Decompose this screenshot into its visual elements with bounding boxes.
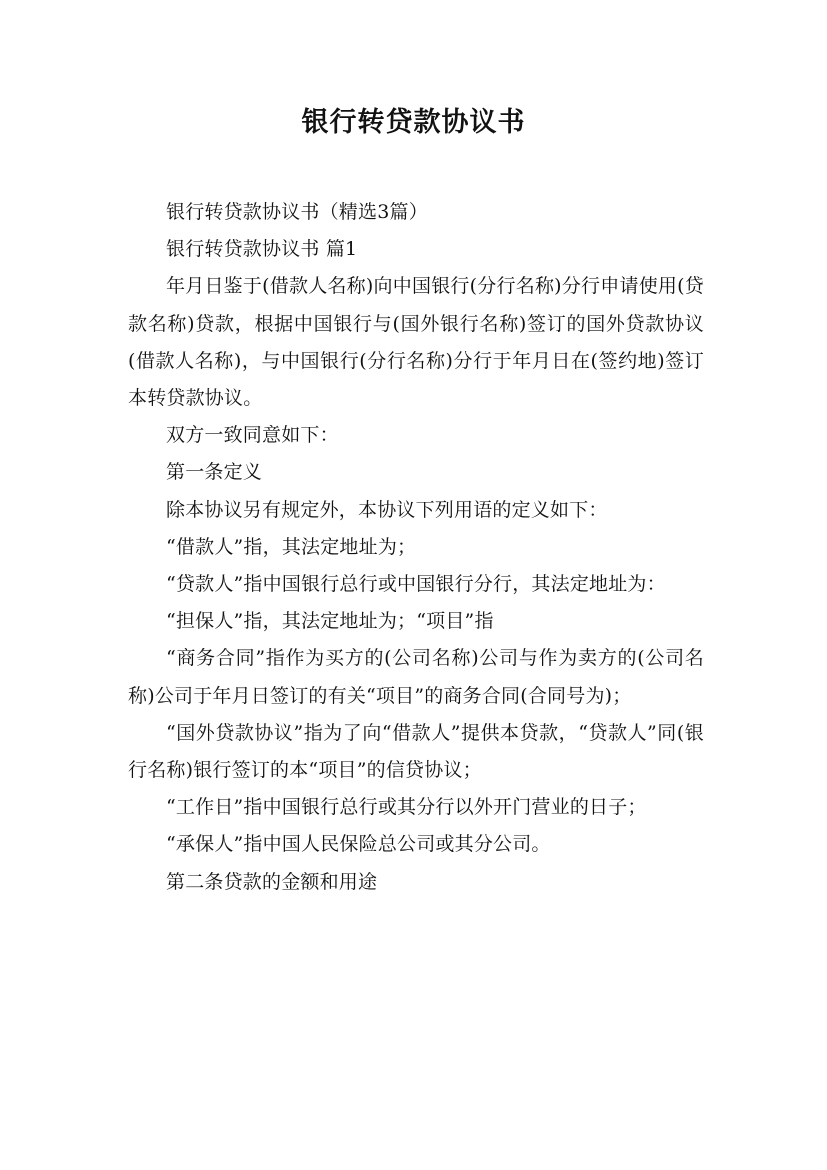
paragraph-article-1-heading: 第一条定义: [166, 461, 263, 484]
document-body: [128, 194, 704, 901]
paragraph-definition-guarantor: “担保人”指，其法定地址为；“项目”指: [166, 610, 494, 633]
paragraph-article-2-heading: 第二条贷款的金额和用途: [166, 870, 378, 893]
paragraph-definition-commercial-contract: “商务合同”指作为买方的(公司名称)公司与作为卖方的(公司名称)公司于年月日签订的有关“项目”的商务合同(合同号为)；: [128, 647, 704, 707]
paragraph-subtitle: 银行转贷款协议书（精选3篇）: [166, 201, 428, 223]
paragraph-definition-lender: “贷款人”指中国银行总行或中国银行分行，其法定地址为：: [166, 573, 666, 596]
paragraph-definition-borrower: “借款人”指，其法定地址为；: [166, 535, 417, 558]
document-title: 银行转贷款协议书: [301, 107, 526, 138]
paragraph-definition-business-day: “工作日”指中国银行总行或其分行以外开门营业的日子；: [166, 796, 647, 819]
paragraph-section-heading: 银行转贷款协议书 篇1: [166, 238, 358, 261]
paragraph-definition-foreign-loan: “国外贷款协议”指为了向“借款人”提供本贷款，“贷款人”同(银行名称)银行签订的本“项目”的信贷协议；: [128, 721, 704, 782]
paragraph-definitions-intro: 除本协议另有规定外，本协议下列用语的定义如下：: [166, 498, 608, 521]
paragraph-agreement: 双方一致同意如下：: [166, 424, 339, 447]
paragraph-preamble: 年月日鉴于(借款人名称)向中国银行(分行名称)分行申请使用(贷款名称)贷款，根据中国银行与(国外银行名称)签订的国外贷款协议(借款人名称)，与中国银行(分行名称)分行于年月日在(签约地)签订本转贷款协议。: [128, 275, 704, 410]
paragraph-definition-insurer: “承保人”指中国人民保险总公司或其分公司。: [166, 833, 551, 856]
